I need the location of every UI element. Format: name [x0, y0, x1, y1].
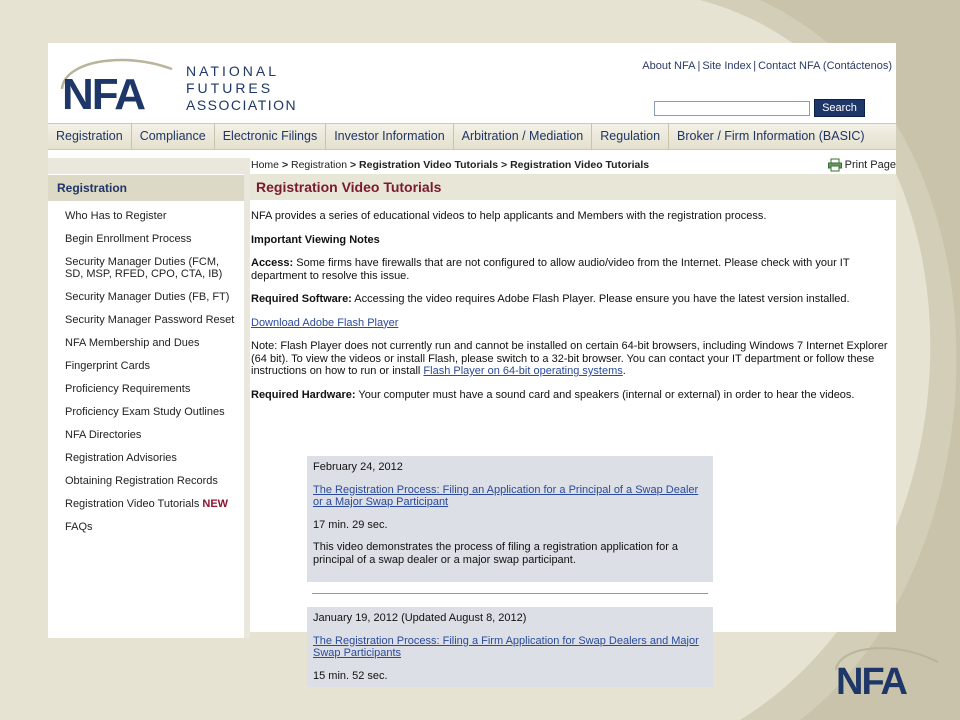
contact-nfa-link[interactable]: Contact NFA (Contáctenos): [758, 60, 892, 72]
breadcrumb-registration[interactable]: Registration: [291, 159, 348, 171]
main-content: [250, 150, 896, 682]
search-button[interactable]: Search: [814, 99, 865, 117]
download-flash-link[interactable]: Download Adobe Flash Player: [251, 316, 399, 329]
video-card: [307, 456, 713, 582]
nav-electronic-filings[interactable]: Electronic Filings: [215, 123, 326, 150]
logo-word-2: FUTURES: [186, 80, 274, 96]
top-links: About NFA | Site Index | Contact NFA (Contáctenos): [642, 60, 892, 72]
breadcrumb-sep: >: [501, 159, 508, 171]
sidebar-item-proficiency-exam-outlines[interactable]: Proficiency Exam Study Outlines: [65, 406, 225, 418]
sidebar-item-security-manager-duties-fb[interactable]: Security Manager Duties (FB, FT): [65, 291, 230, 303]
breadcrumb-sep: >: [349, 159, 357, 171]
printer-icon: [828, 159, 842, 171]
video-date: January 19, 2012 (Updated August 8, 2012): [313, 612, 527, 624]
print-page-link[interactable]: [828, 159, 896, 171]
main-nav: [48, 123, 896, 150]
sidebar-item-security-manager-duties-fcm[interactable]: Security Manager Duties (FCM, SD, MSP, RFED, CPO, CTA, IB): [65, 256, 223, 280]
video-date: February 24, 2012: [313, 461, 403, 473]
logo-nfa-text: NFA: [62, 70, 144, 119]
divider: [312, 593, 708, 594]
video-title-link[interactable]: The Registration Process: Filing a Firm Application for Swap Dealers and Major Swap Participants: [313, 634, 699, 659]
sidebar-item-membership-dues[interactable]: NFA Membership and Dues: [65, 337, 200, 349]
nav-broker-firm-information[interactable]: Broker / Firm Information (BASIC): [677, 129, 865, 143]
breadcrumb-video-tutorials[interactable]: Registration Video Tutorials: [359, 159, 499, 171]
browser-page: [48, 43, 896, 682]
hardware-note: Required Hardware: Your computer must have a sound card and speakers (internal or external) in order to hear the videos.: [251, 388, 855, 401]
sidebar-top-bar: [48, 158, 244, 174]
intro-text: NFA provides a series of educational videos to help applicants and Members with the registration process.: [251, 210, 767, 222]
sidebar-item-fingerprint-cards[interactable]: Fingerprint Cards: [65, 360, 150, 372]
search-input[interactable]: [654, 101, 810, 116]
video-card: [307, 607, 713, 687]
sidebar-item-label: Registration Video Tutorials: [65, 498, 200, 510]
sidebar-item-nfa-directories[interactable]: NFA Directories: [65, 429, 142, 441]
breadcrumb-current: Registration Video Tutorials: [510, 159, 650, 171]
sidebar-item-video-tutorials[interactable]: [65, 498, 240, 510]
sidebar-item-begin-enrollment[interactable]: Begin Enrollment Process: [65, 233, 192, 245]
sidebar-item-who-has-to-register[interactable]: Who Has to Register: [65, 210, 167, 222]
about-nfa-link[interactable]: About NFA: [642, 60, 696, 72]
sidebar-item-obtaining-records[interactable]: Obtaining Registration Records: [65, 475, 218, 487]
breadcrumb-home[interactable]: Home: [251, 159, 280, 171]
nav-compliance[interactable]: Compliance: [132, 123, 215, 150]
site-index-link[interactable]: Site Index: [702, 60, 752, 72]
sidebar-item-registration-advisories[interactable]: Registration Advisories: [65, 452, 177, 464]
software-note: Required Software: Accessing the video requires Adobe Flash Player. Please ensure you have the latest version installed.: [251, 293, 850, 305]
access-note: Access: Some firms have firewalls that are not configured to allow audio/video from the Internet. Please check with your IT department to resolve this issue.: [251, 257, 850, 282]
video-title-link[interactable]: The Registration Process: Filing an Application for a Principal of a Swap Dealer or a Major Swap Participant: [313, 483, 699, 508]
logo-word-1: NATIONAL: [186, 63, 279, 79]
nfa-corner-logo: [830, 640, 942, 703]
nav-arbitration-mediation[interactable]: Arbitration / Mediation: [454, 123, 593, 150]
logo-word-3: ASSOCIATION: [186, 97, 298, 113]
sidebar-item-faqs[interactable]: FAQs: [65, 521, 93, 533]
content-body: [251, 210, 896, 412]
video-duration: 15 min. 52 sec.: [313, 669, 388, 682]
sidebar: [48, 158, 244, 638]
page-title: Registration Video Tutorials: [250, 174, 896, 200]
breadcrumb-sep: >: [281, 159, 289, 171]
video-duration: 17 min. 29 sec.: [313, 518, 388, 531]
breadcrumb: [251, 159, 649, 171]
sidebar-item-proficiency-requirements[interactable]: Proficiency Requirements: [65, 383, 191, 395]
corner-logo-text: NFA: [836, 661, 906, 703]
viewing-notes-heading: Important Viewing Notes: [251, 233, 380, 246]
flash-64bit-link[interactable]: Flash Player on 64-bit operating systems: [423, 365, 623, 377]
new-badge: NEW: [202, 498, 229, 510]
nav-investor-information[interactable]: Investor Information: [326, 123, 453, 150]
sidebar-heading[interactable]: Registration: [48, 175, 244, 201]
sidebar-item-password-reset[interactable]: Security Manager Password Reset: [65, 314, 235, 326]
nav-registration[interactable]: Registration: [48, 123, 132, 150]
nav-regulation[interactable]: Regulation: [592, 123, 669, 150]
print-page-label: Print Page: [844, 159, 896, 171]
sidebar-list: [65, 210, 240, 544]
nfa-logo[interactable]: [54, 49, 324, 123]
flash-note: Note: Flash Player does not currently run and cannot be installed on certain 64-bit browsers, including Windows 7 Internet Explorer (64 bit). To view the videos or install Flash, please switch to a 32-bit browser. You can contact your IT department or follow these instructions on how to run or install Flash Player on 64-bit operating systems.: [251, 340, 888, 377]
video-description: This video demonstrates the process of filing a registration application for a principal of a swap dealer or a major swap participant.: [313, 541, 679, 566]
